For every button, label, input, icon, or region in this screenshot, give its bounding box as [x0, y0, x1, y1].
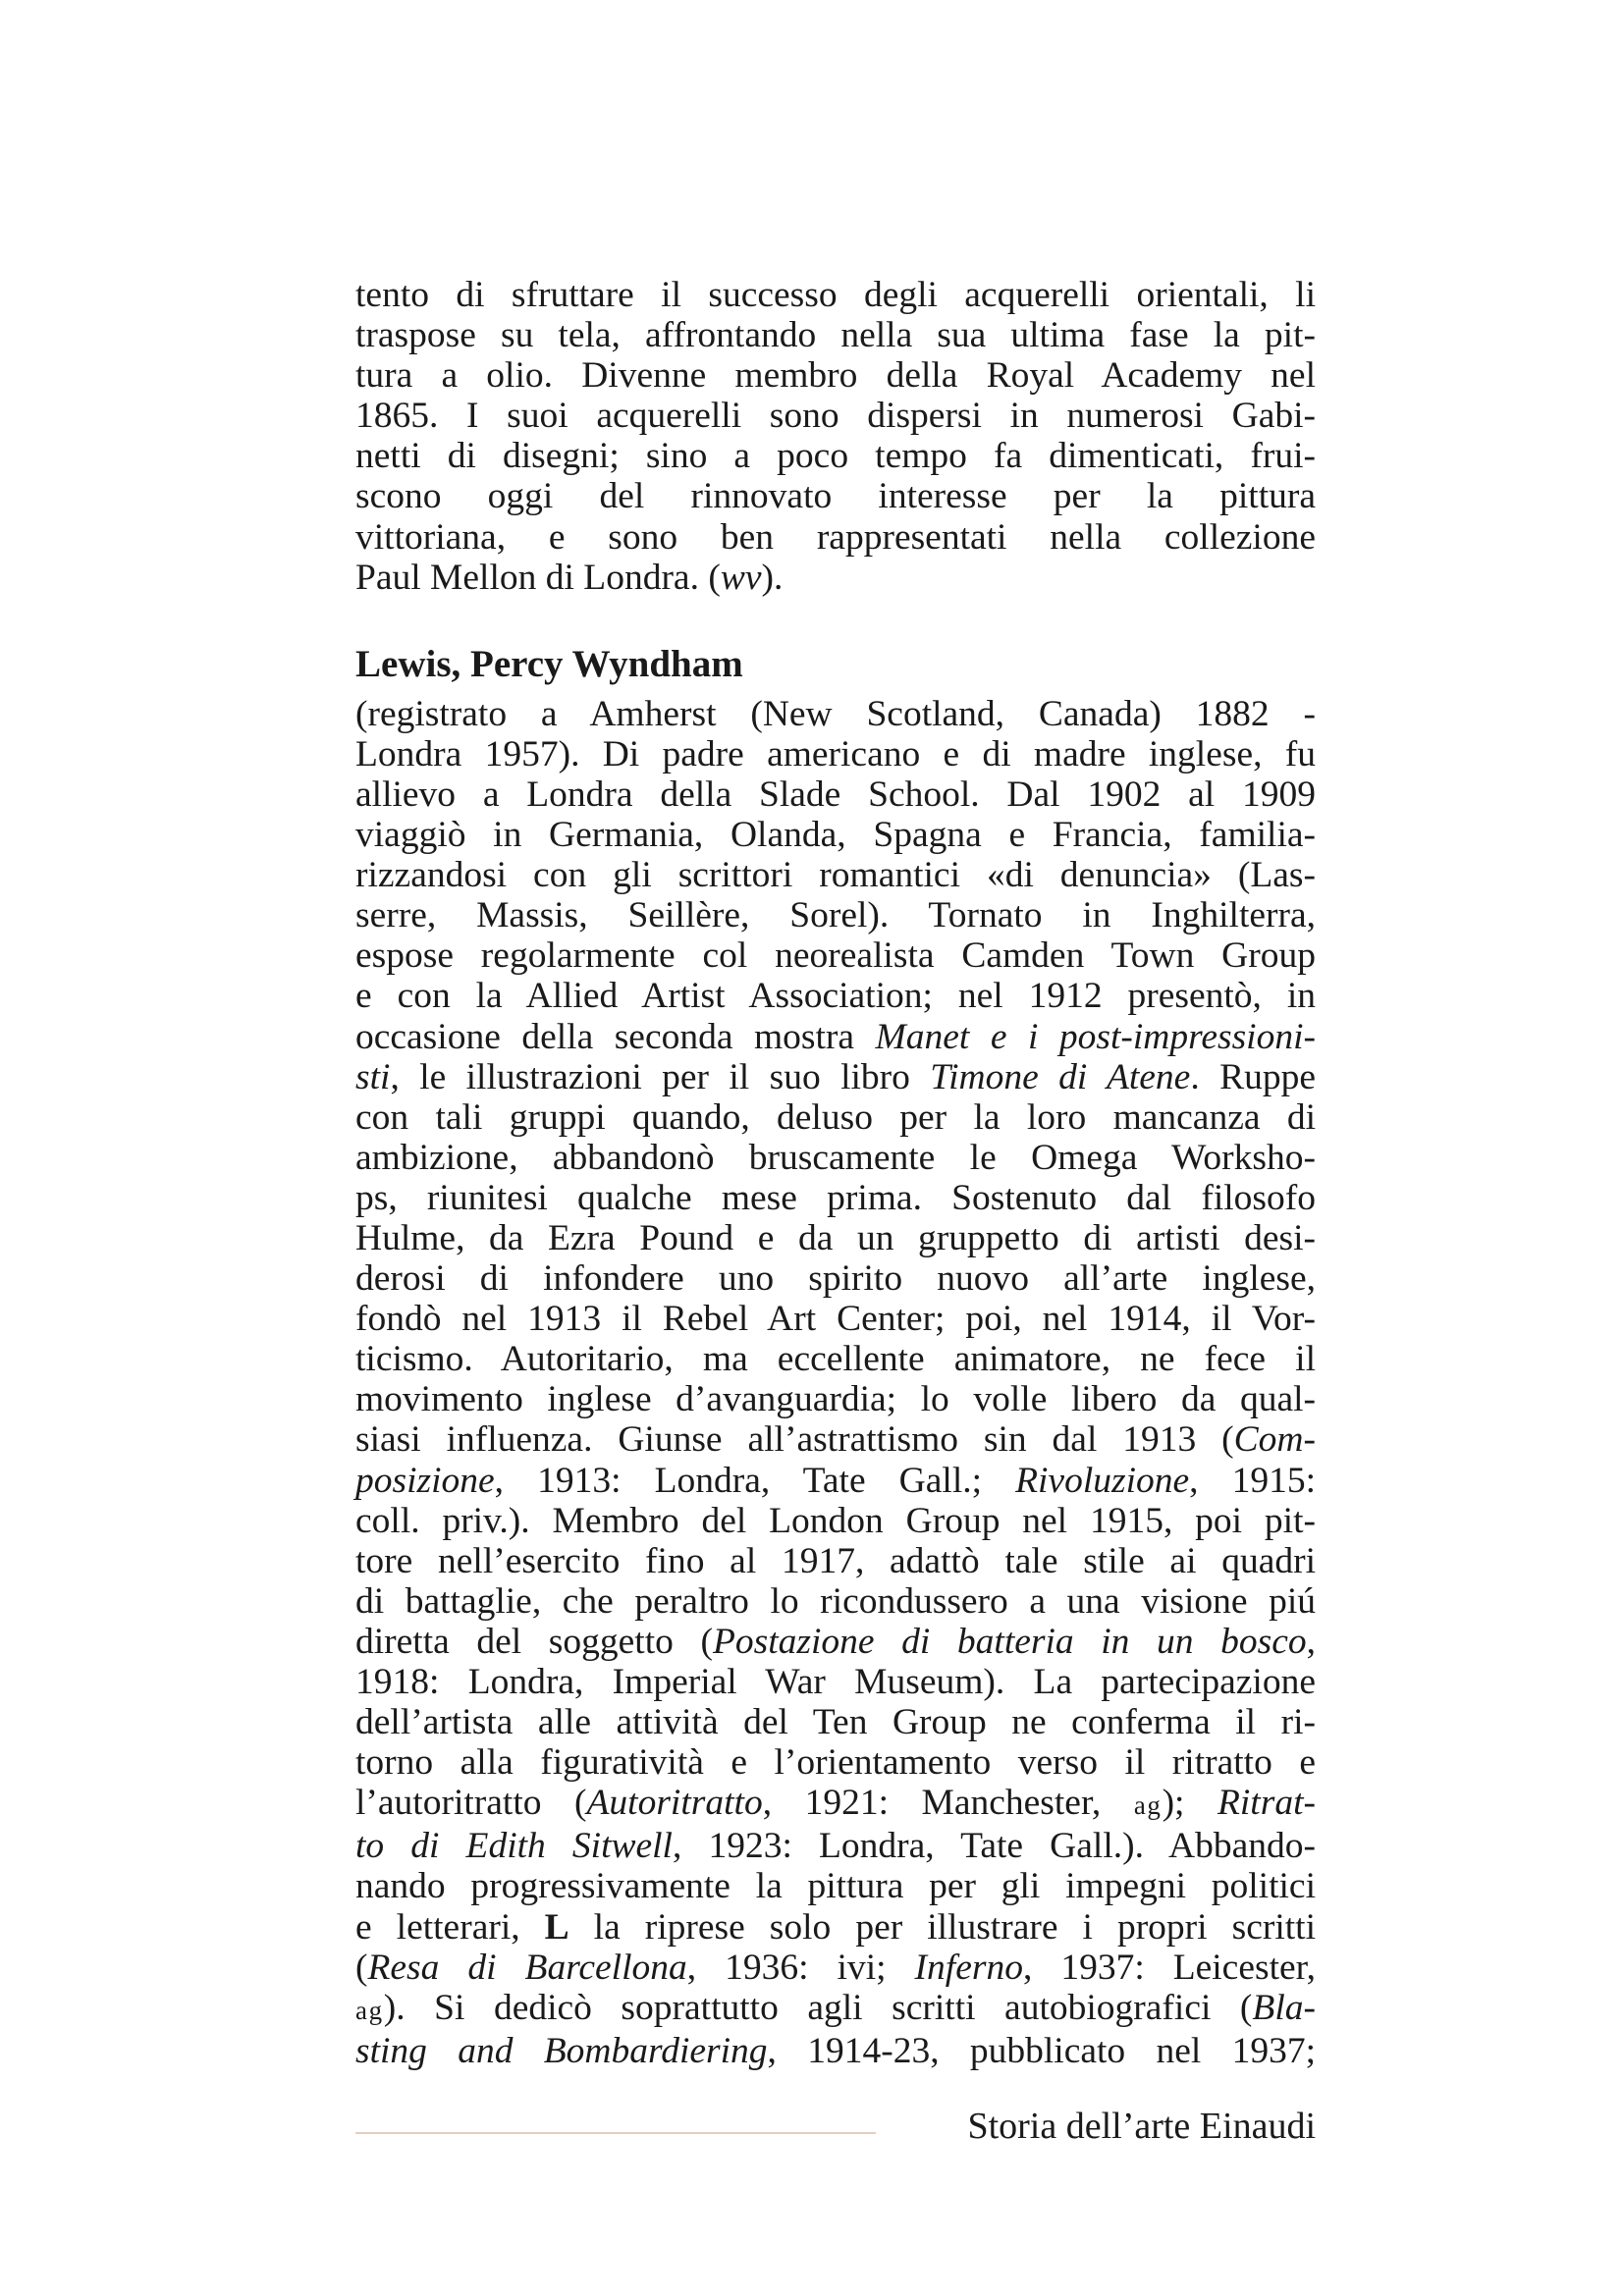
text-span: occasione della seconda mostra [355, 1016, 876, 1057]
text-line: tento di sfruttare il successo degli acquerelli orientali, li [355, 275, 1316, 315]
text-line [355, 1622, 1316, 1662]
small-caps-abbrev: ag [355, 1995, 384, 2025]
text-line: nando progressivamente la pittura per gli impegni politici [355, 1866, 1316, 1907]
text-line: tura a olio. Divenne membro della Royal Academy nel [355, 355, 1316, 397]
text-line: viaggiò in Germania, Olanda, Spagna e Francia, familia- [355, 815, 1316, 856]
text-span: , 1936: ivi; [686, 1947, 915, 1988]
text-line: e con la Allied Artist Association; nel 1912 presentò, in [355, 976, 1316, 1017]
text-line [355, 558, 1316, 598]
text-line: 1918: Londra, Imperial War Museum). La partecipazione [355, 1662, 1316, 1702]
text-line [355, 1907, 1316, 1948]
text-span: , 1914-23, pubblicato nel 1937; [767, 2030, 1316, 2071]
text-line [355, 1826, 1316, 1866]
italic-title: Manet e i post-impressioni- [875, 1016, 1316, 1057]
text-line: serre, Massis, Seillère, Sorel). Tornato in Inghilterra, [355, 895, 1316, 936]
paragraph-continuation [355, 275, 1316, 598]
text-line: vittoriana, e sono ben rappresentati nella collezione [355, 516, 1316, 558]
text-line: ps, riunitesi qualche mese prima. Sostenuto dal filosofo [355, 1177, 1316, 1218]
text-span: , [1306, 1621, 1316, 1662]
entry-initial: L [544, 1906, 569, 1948]
footer-rule [355, 2132, 876, 2134]
page-footer [355, 2099, 1316, 2158]
italic-title: Postazione di batteria in un bosco [712, 1621, 1307, 1662]
italic-title: Com- [1233, 1419, 1316, 1461]
text-span: ). Si dedicò soprattutto agli scritti autobiografici ( [383, 1987, 1253, 2028]
italic-title: Rivoluzione [1015, 1460, 1190, 1501]
text-line: allievo a Londra della Slade School. Dal 1902 al 1909 [355, 774, 1316, 815]
text-line: tore nell’esercito fino al 1917, adattò tale stile ai quadri [355, 1540, 1316, 1581]
text-line: con tali gruppi quando, deluso per la loro mancanza di [355, 1096, 1316, 1138]
footer-title: Storia dell’arte Einaudi [967, 2106, 1316, 2147]
italic-title: Inferno [914, 1947, 1023, 1988]
text-span: ); [1162, 1783, 1217, 1824]
italic-title: Ritrat- [1217, 1783, 1316, 1824]
text-line: fondò nel 1913 il Rebel Art Center; poi, nel 1914, il Vor- [355, 1299, 1316, 1340]
text-line: traspose su tela, affrontando nella sua ultima fase la pit- [355, 315, 1316, 356]
text-line: coll. priv.). Membro del London Group nel 1915, poi pit- [355, 1500, 1316, 1541]
text-line [355, 1419, 1316, 1460]
text-span: diretta del soggetto ( [355, 1621, 713, 1662]
text-line: dell’artista alle attività del Ten Group ne conferma il ri- [355, 1702, 1316, 1743]
text-span: ( [355, 1947, 368, 1988]
text-span: , 1921: Manchester, [762, 1783, 1134, 1824]
text-span: , 1915: [1189, 1460, 1316, 1501]
text-line: di battaglie, che peraltro lo ricondussero a una visione piú [355, 1580, 1316, 1622]
text-span: l’autoritratto ( [355, 1783, 587, 1824]
italic-title: sti [355, 1056, 391, 1097]
italic-title: Resa di Barcellona [367, 1947, 687, 1988]
italic-title: Bla- [1252, 1987, 1316, 2028]
text-line: ticismo. Autoritario, ma eccellente animatore, ne fece il [355, 1339, 1316, 1380]
text-line [355, 1783, 1316, 1826]
text-span: , 1923: Londra, Tate Gall.). Abbando- [672, 1826, 1316, 1867]
text-line: (registrato a Amherst (New Scotland, Canada) 1882 - [355, 693, 1316, 734]
text-span: ). [761, 557, 784, 598]
text-line [355, 1461, 1316, 1501]
text-line: Londra 1957). Di padre americano e di madre inglese, fu [355, 733, 1316, 774]
text-line: Hulme, da Ezra Pound e da un gruppetto di artisti desi- [355, 1217, 1316, 1258]
text-span: , 1937: Leicester, [1022, 1947, 1316, 1988]
text-line [355, 1988, 1316, 2031]
text-span: , 1913: Londra, Tate Gall.; [494, 1460, 1016, 1501]
italic-title: sting and Bombardiering [355, 2030, 768, 2071]
author-initials: wv [720, 557, 762, 598]
page-body [355, 275, 1316, 2071]
text-line: derosi di infondere uno spirito nuovo all’arte inglese, [355, 1258, 1316, 1300]
italic-title: Autoritratto [586, 1783, 763, 1824]
entry-heading: Lewis, Percy Wyndham [355, 642, 743, 685]
text-line [355, 1948, 1316, 1988]
text-line: ambizione, abbandonò bruscamente le Omega Worksho- [355, 1137, 1316, 1178]
italic-title: Timone di Atene [930, 1056, 1191, 1097]
text-span: . Ruppe [1190, 1056, 1316, 1097]
text-line: scono oggi del rinnovato interesse per la pittura [355, 476, 1316, 517]
italic-title: to di Edith Sitwell [355, 1826, 673, 1867]
text-span: , le illustrazioni per il suo libro [390, 1056, 931, 1097]
text-line: espose regolarmente col neorealista Camden Town Group [355, 935, 1316, 977]
text-line: rizzandosi con gli scrittori romantici «di denuncia» (Las- [355, 855, 1316, 896]
text-span: la riprese solo per illustrare i propri scritti [568, 1906, 1316, 1948]
text-line: torno alla figuratività e l’orientamento verso il ritratto e [355, 1742, 1316, 1784]
small-caps-abbrev: ag [1133, 1790, 1163, 1821]
text-line: 1865. I suoi acquerelli sono dispersi in numerosi Gabi- [355, 396, 1316, 437]
text-line: netti di disegni; sino a poco tempo fa dimenticati, frui- [355, 436, 1316, 477]
text-span: e letterari, [355, 1906, 545, 1948]
text-line [355, 1057, 1316, 1097]
text-span: siasi influenza. Giunse all’astrattismo sin dal 1913 ( [355, 1419, 1234, 1461]
text-span: Paul Mellon di Londra. ( [355, 557, 721, 598]
text-line: movimento inglese d’avanguardia; lo volle libero da qual- [355, 1379, 1316, 1420]
text-line [355, 1017, 1316, 1057]
italic-title: posizione [355, 1460, 495, 1501]
entry-body [355, 694, 1316, 2071]
text-line [355, 2031, 1316, 2071]
